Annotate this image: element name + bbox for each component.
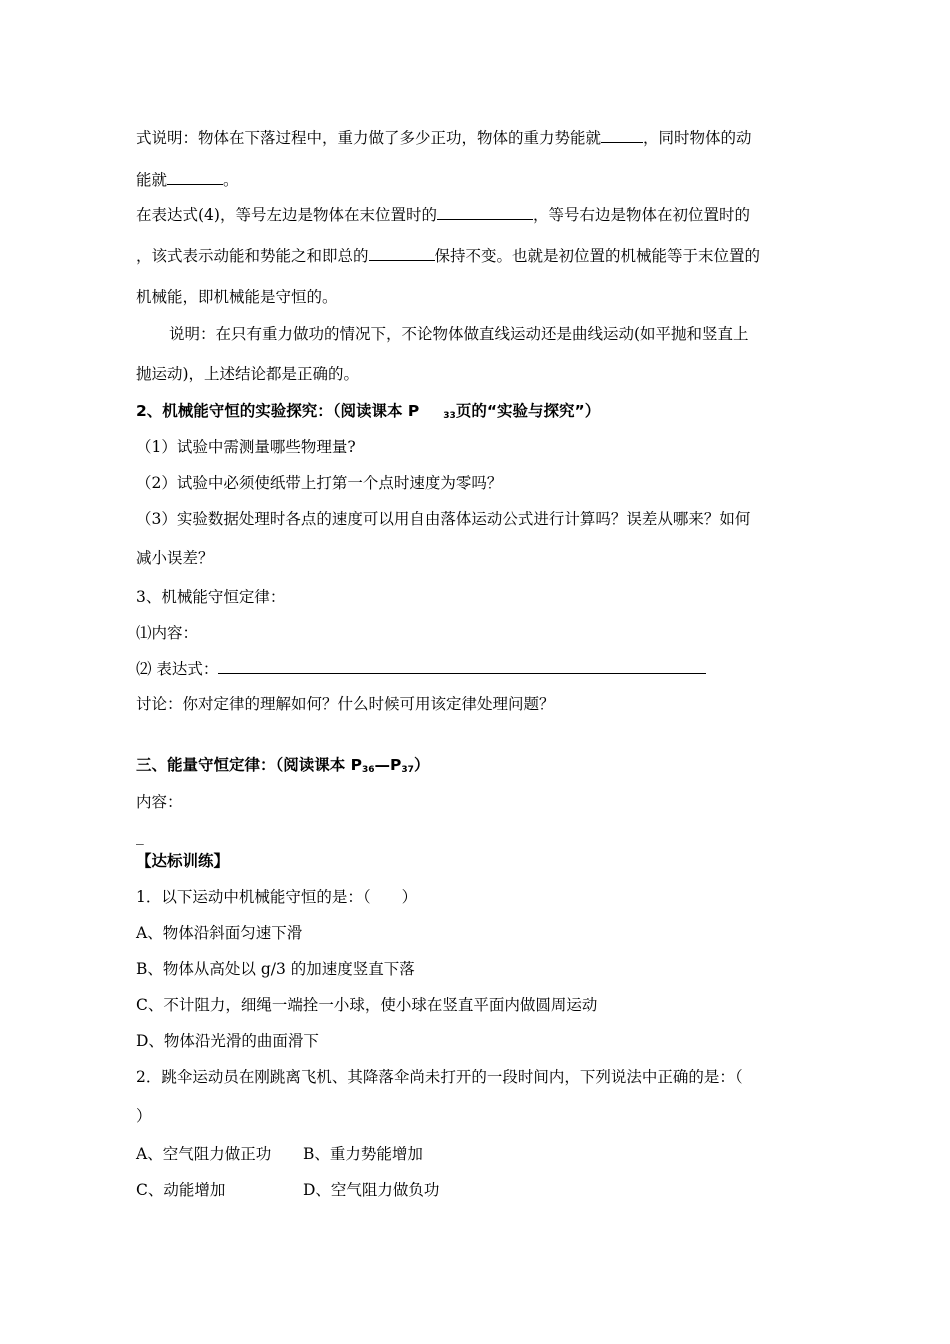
fill-blank [437, 205, 533, 220]
fill-blank [601, 128, 643, 143]
exercise-option: D、物体沿光滑的曲面滑下 [136, 1032, 319, 1050]
training-heading: 【达标训练】 [136, 852, 230, 870]
content-label: ⑴内容： [136, 624, 199, 642]
exercise-option: D、空气阻力做负功 [303, 1181, 440, 1199]
exercise-option: C、动能增加 [136, 1181, 226, 1199]
paragraph-line: 说明：在只有重力做功的情况下，不论物体做直线运动还是曲线运动(如平抛和竖直上 [169, 325, 749, 343]
exercise-question: 1．以下运动中机械能守恒的是：（ ） [136, 888, 418, 906]
fill-blank [369, 246, 435, 261]
exercise-option: A、空气阻力做正功 [136, 1145, 272, 1163]
fill-blank [167, 170, 223, 185]
expression-label: ⑵ 表达式： [136, 659, 706, 679]
question-item: 减小误差？ [136, 549, 214, 567]
question-item: （2）试验中必须使纸带上打第一个点时速度为零吗？ [136, 474, 503, 492]
section-heading: 3、机械能守恒定律： [136, 588, 286, 606]
paragraph-line: 机械能，即机械能是守恒的。 [136, 288, 338, 306]
exercise-option: C、不计阻力，细绳一端拴一小球，使小球在竖直平面内做圆周运动 [136, 996, 598, 1014]
section-heading: 2、机械能守恒的实验探究：（阅读课本 P $_{33}$页的“实验与探究”） [136, 402, 601, 421]
paragraph-line: 式说明：物体在下落过程中，重力做了多少正功，物体的重力势能就 ，同时物体的动 [136, 129, 752, 147]
paragraph-line: 抛运动)，上述结论都是正确的。 [136, 365, 360, 383]
exercise-option: B、物体从高处以 g/3 的加速度竖直下落 [136, 960, 415, 978]
paragraph-line: 能就 。 [136, 171, 239, 189]
paragraph-line: 在表达式(4)，等号左边是物体在末位置时的 ，等号右边是物体在初位置时的 [136, 206, 750, 224]
paragraph-line: ，该式表示动能和势能之和即总的 保持不变。也就是初位置的机械能等于末位置的 [136, 247, 761, 265]
question-item: （1）试验中需测量哪些物理量? [136, 438, 356, 456]
exercise-question: 2．跳伞运动员在刚跳离飞机、其降落伞尚未打开的一段时间内，下列说法中正确的是：（ [136, 1068, 743, 1086]
fill-blank [218, 659, 706, 674]
question-item: （3）实验数据处理时各点的速度可以用自由落体运动公式进行计算吗？误差从哪来？如何 [136, 510, 751, 528]
underscore-mark: _ [136, 827, 144, 845]
exercise-option: A、物体沿斜面匀速下滑 [136, 924, 303, 942]
exercise-option: B、重力势能增加 [303, 1145, 423, 1163]
section-heading: 三、能量守恒定律：（阅读课本 $P_{36}—P_{37}$） [136, 756, 430, 775]
exercise-question-cont: ） [136, 1107, 152, 1125]
discussion-prompt: 讨论：你对定律的理解如何？什么时候可用该定律处理问题？ [136, 695, 555, 713]
content-label: 内容： [136, 793, 183, 811]
